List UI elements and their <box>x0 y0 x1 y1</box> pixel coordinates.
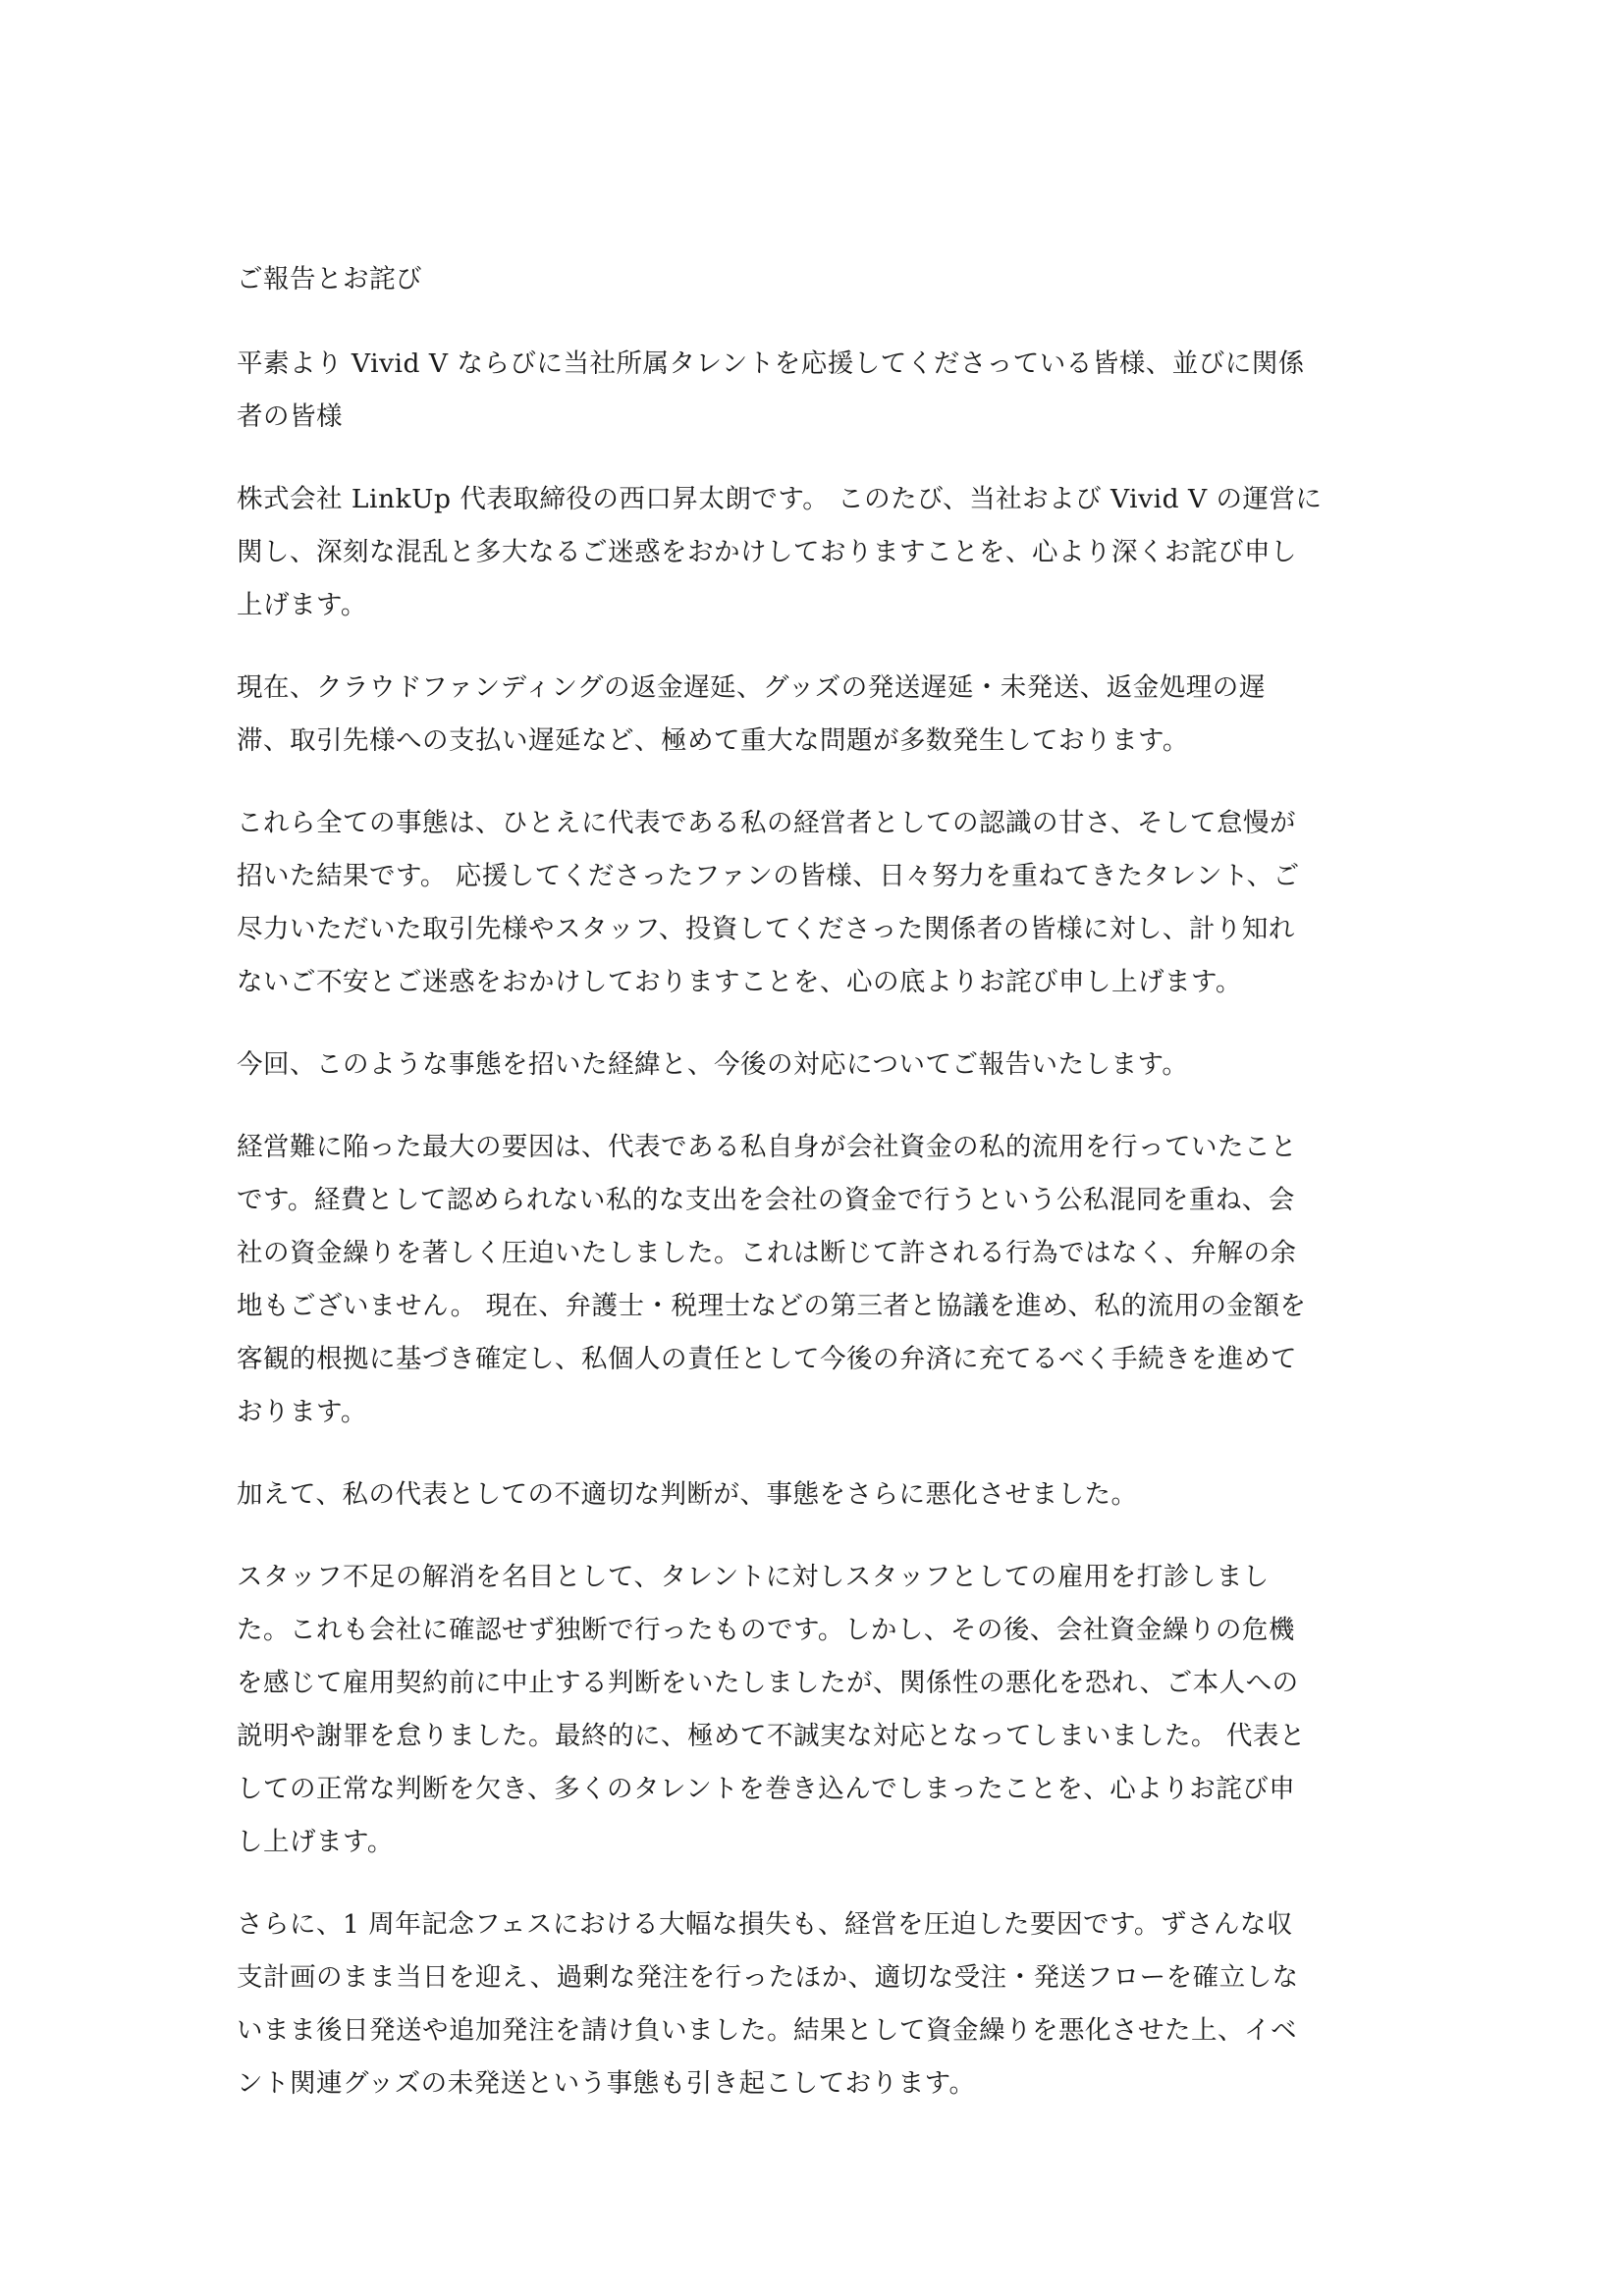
document-body <box>237 253 1405 2140</box>
document-title: ご報告とお詫び <box>237 264 422 294</box>
paragraph-greeting: 平素より Vivid V ならびに当社所属タレントを応援してくださっている皆様、並びに関係 者の皆様 <box>237 348 1305 432</box>
paragraph-report-intro: 今回、このような事態を招いた経緯と、今後の対応についてご報告いたします。 <box>237 1049 1189 1080</box>
paragraph-introduction: 株式会社 LinkUp 代表取締役の西口昇太朗です。 このたび、当社および Vivid V の運営に 関し、深刻な混乱と多大なるご迷惑をおかけしておりますことを、心より深くお詫び申し 上げます。 <box>237 484 1323 620</box>
paragraph-current-problems: 現在、クラウドファンディングの返金遅延、グッズの発送遅延・未発送、返金処理の遅 滞、取引先様への支払い遅延など、極めて重大な問題が多数発生しております。 <box>237 672 1266 756</box>
paragraph-responsibility: これら全ての事態は、ひとえに代表である私の経営者としての認識の甘さ、そして怠慢が 招いた結果です。 応援してくださったファンの皆様、日々努力を重ねてきたタレント、ご 尽力いただいた取引先様やスタッフ、投資してくださった関係者の皆様に対し、計り知れ ないご不安とご迷惑をおかけしておりますことを、心の底よりお詫び申し上げます。 <box>237 808 1300 997</box>
paragraph-inappropriate-judgment: 加えて、私の代表としての不適切な判断が、事態をさらに悪化させました。 <box>237 1479 1138 1510</box>
paragraph-anniversary-fes-loss: さらに、1 周年記念フェスにおける大幅な損失も、経営を圧迫した要因です。ずさんな収 支計画のまま当日を迎え、過剰な発注を行ったほか、適切な受注・発送フローを確立しな いまま後日発送や追加発注を請け負いました。結果として資金繰りを悪化させた上、イベ ント関連グッズの未発送という事態も引き起こしております。 <box>237 1909 1299 2099</box>
paragraph-misappropriation: 経営難に陥った最大の要因は、代表である私自身が会社資金の私的流用を行っていたこと です。経費として認められない私的な支出を会社の資金で行うという公私混同を重ね、会 社の資金繰りを著しく圧迫いたしました。これは断じて許される行為ではなく、弁解の余 地もございません。 現在、弁護士・税理士などの第三者と協議を進め、私的流用の金額を 客観的根拠に基づき確定し、私個人の責任として今後の弁済に充てるべく手続きを進めて おります。 <box>237 1132 1307 1427</box>
paragraph-staff-employment: スタッフ不足の解消を名目として、タレントに対しスタッフとしての雇用を打診しまし た。これも会社に確認せず独断で行ったものです。しかし、その後、会社資金繰りの危機 を感じて雇用契約前に中止する判断をいたしましたが、関係性の悪化を恐れ、ご本人への 説明や謝罪を怠りました。最終的に、極めて不誠実な対応となってしまいました。 代表と しての正常な判断を欠き、多くのタレントを巻き込んでしまったことを、心よりお詫び申 し上げます。 <box>237 1562 1306 1857</box>
